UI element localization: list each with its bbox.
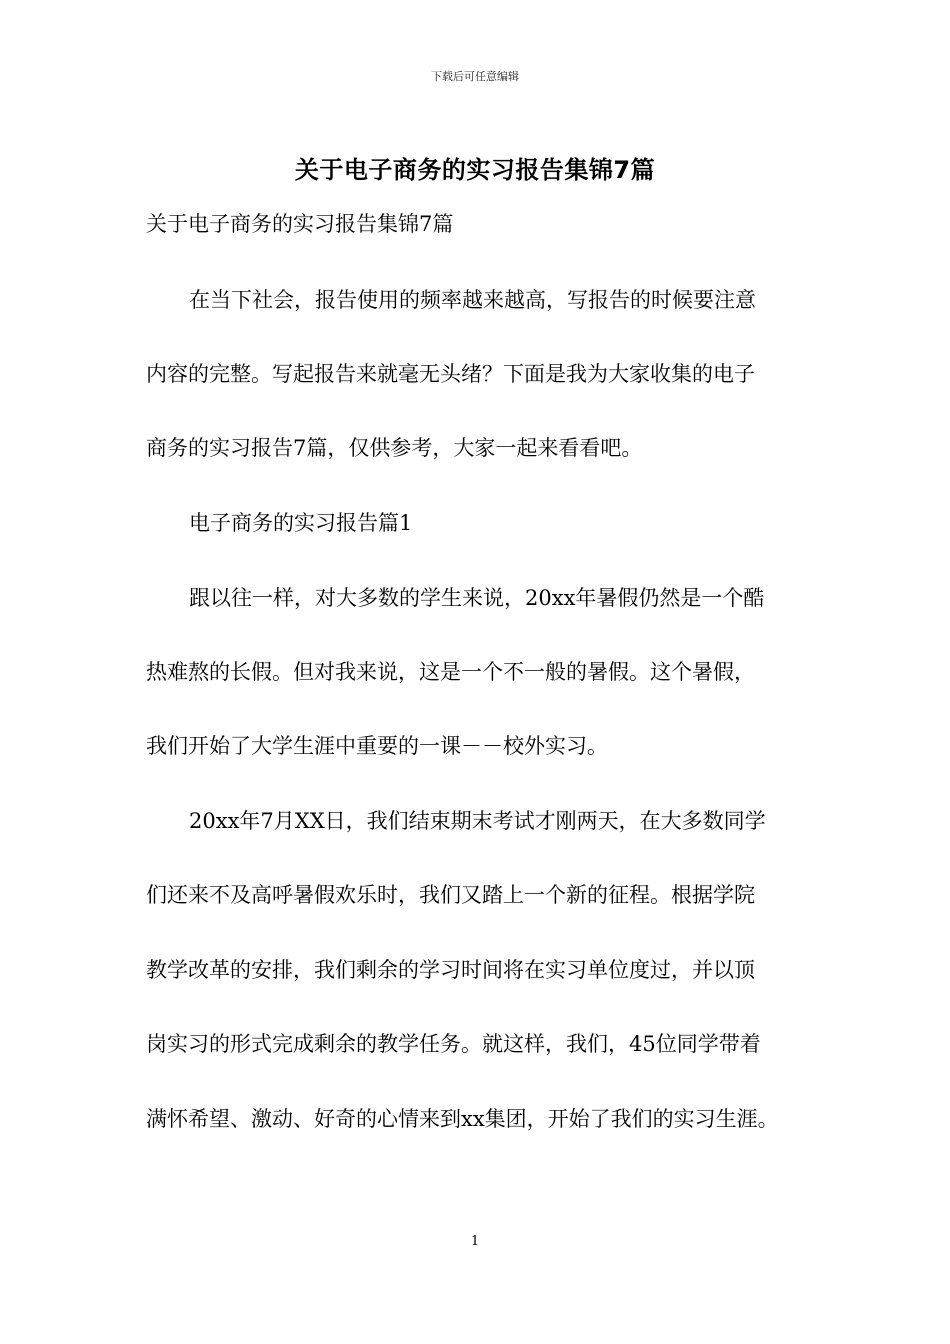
paragraph-line: 商务的实习报告7篇，仅供参考，大家一起来看看吧。 xyxy=(146,436,643,460)
page-number: 1 xyxy=(470,1234,480,1249)
paragraph-line: 内容的完整。写起报告来就毫无头绪？下面是我为大家收集的电子 xyxy=(146,362,755,386)
paragraph-line: 我们开始了大学生涯中重要的一课－－校外实习。 xyxy=(146,734,608,758)
header-note: 下载后可任意编辑 xyxy=(431,70,519,83)
paragraph-line: 岗实习的形式完成剩余的教学任务。就这样，我们，45位同学带着 xyxy=(146,1032,761,1056)
paragraph-line: 20xx年7月XX日，我们结束期末考试才刚两天，在大多数同学 xyxy=(189,809,766,833)
paragraph-line: 满怀希望、激动、好奇的心情来到xx集团，开始了我们的实习生涯。 xyxy=(146,1107,779,1131)
document-title: 关于电子商务的实习报告集锦7篇 xyxy=(294,156,656,184)
paragraph-line: 热难熬的长假。但对我来说，这是一个不一般的暑假。这个暑假， xyxy=(146,660,755,684)
section-heading: 电子商务的实习报告篇1 xyxy=(189,511,413,535)
paragraph-line: 教学改革的安排，我们剩余的学习时间将在实习单位度过，并以顶 xyxy=(146,958,755,982)
subtitle-line: 关于电子商务的实习报告集锦7篇 xyxy=(146,212,454,236)
paragraph-line: 们还来不及高呼暑假欢乐时，我们又踏上一个新的征程。根据学院 xyxy=(146,883,755,907)
paragraph-line: 在当下社会，报告使用的频率越来越高，写报告的时候要注意 xyxy=(189,288,756,312)
paragraph-line: 跟以往一样，对大多数的学生来说，20xx年暑假仍然是一个酷 xyxy=(189,586,765,610)
